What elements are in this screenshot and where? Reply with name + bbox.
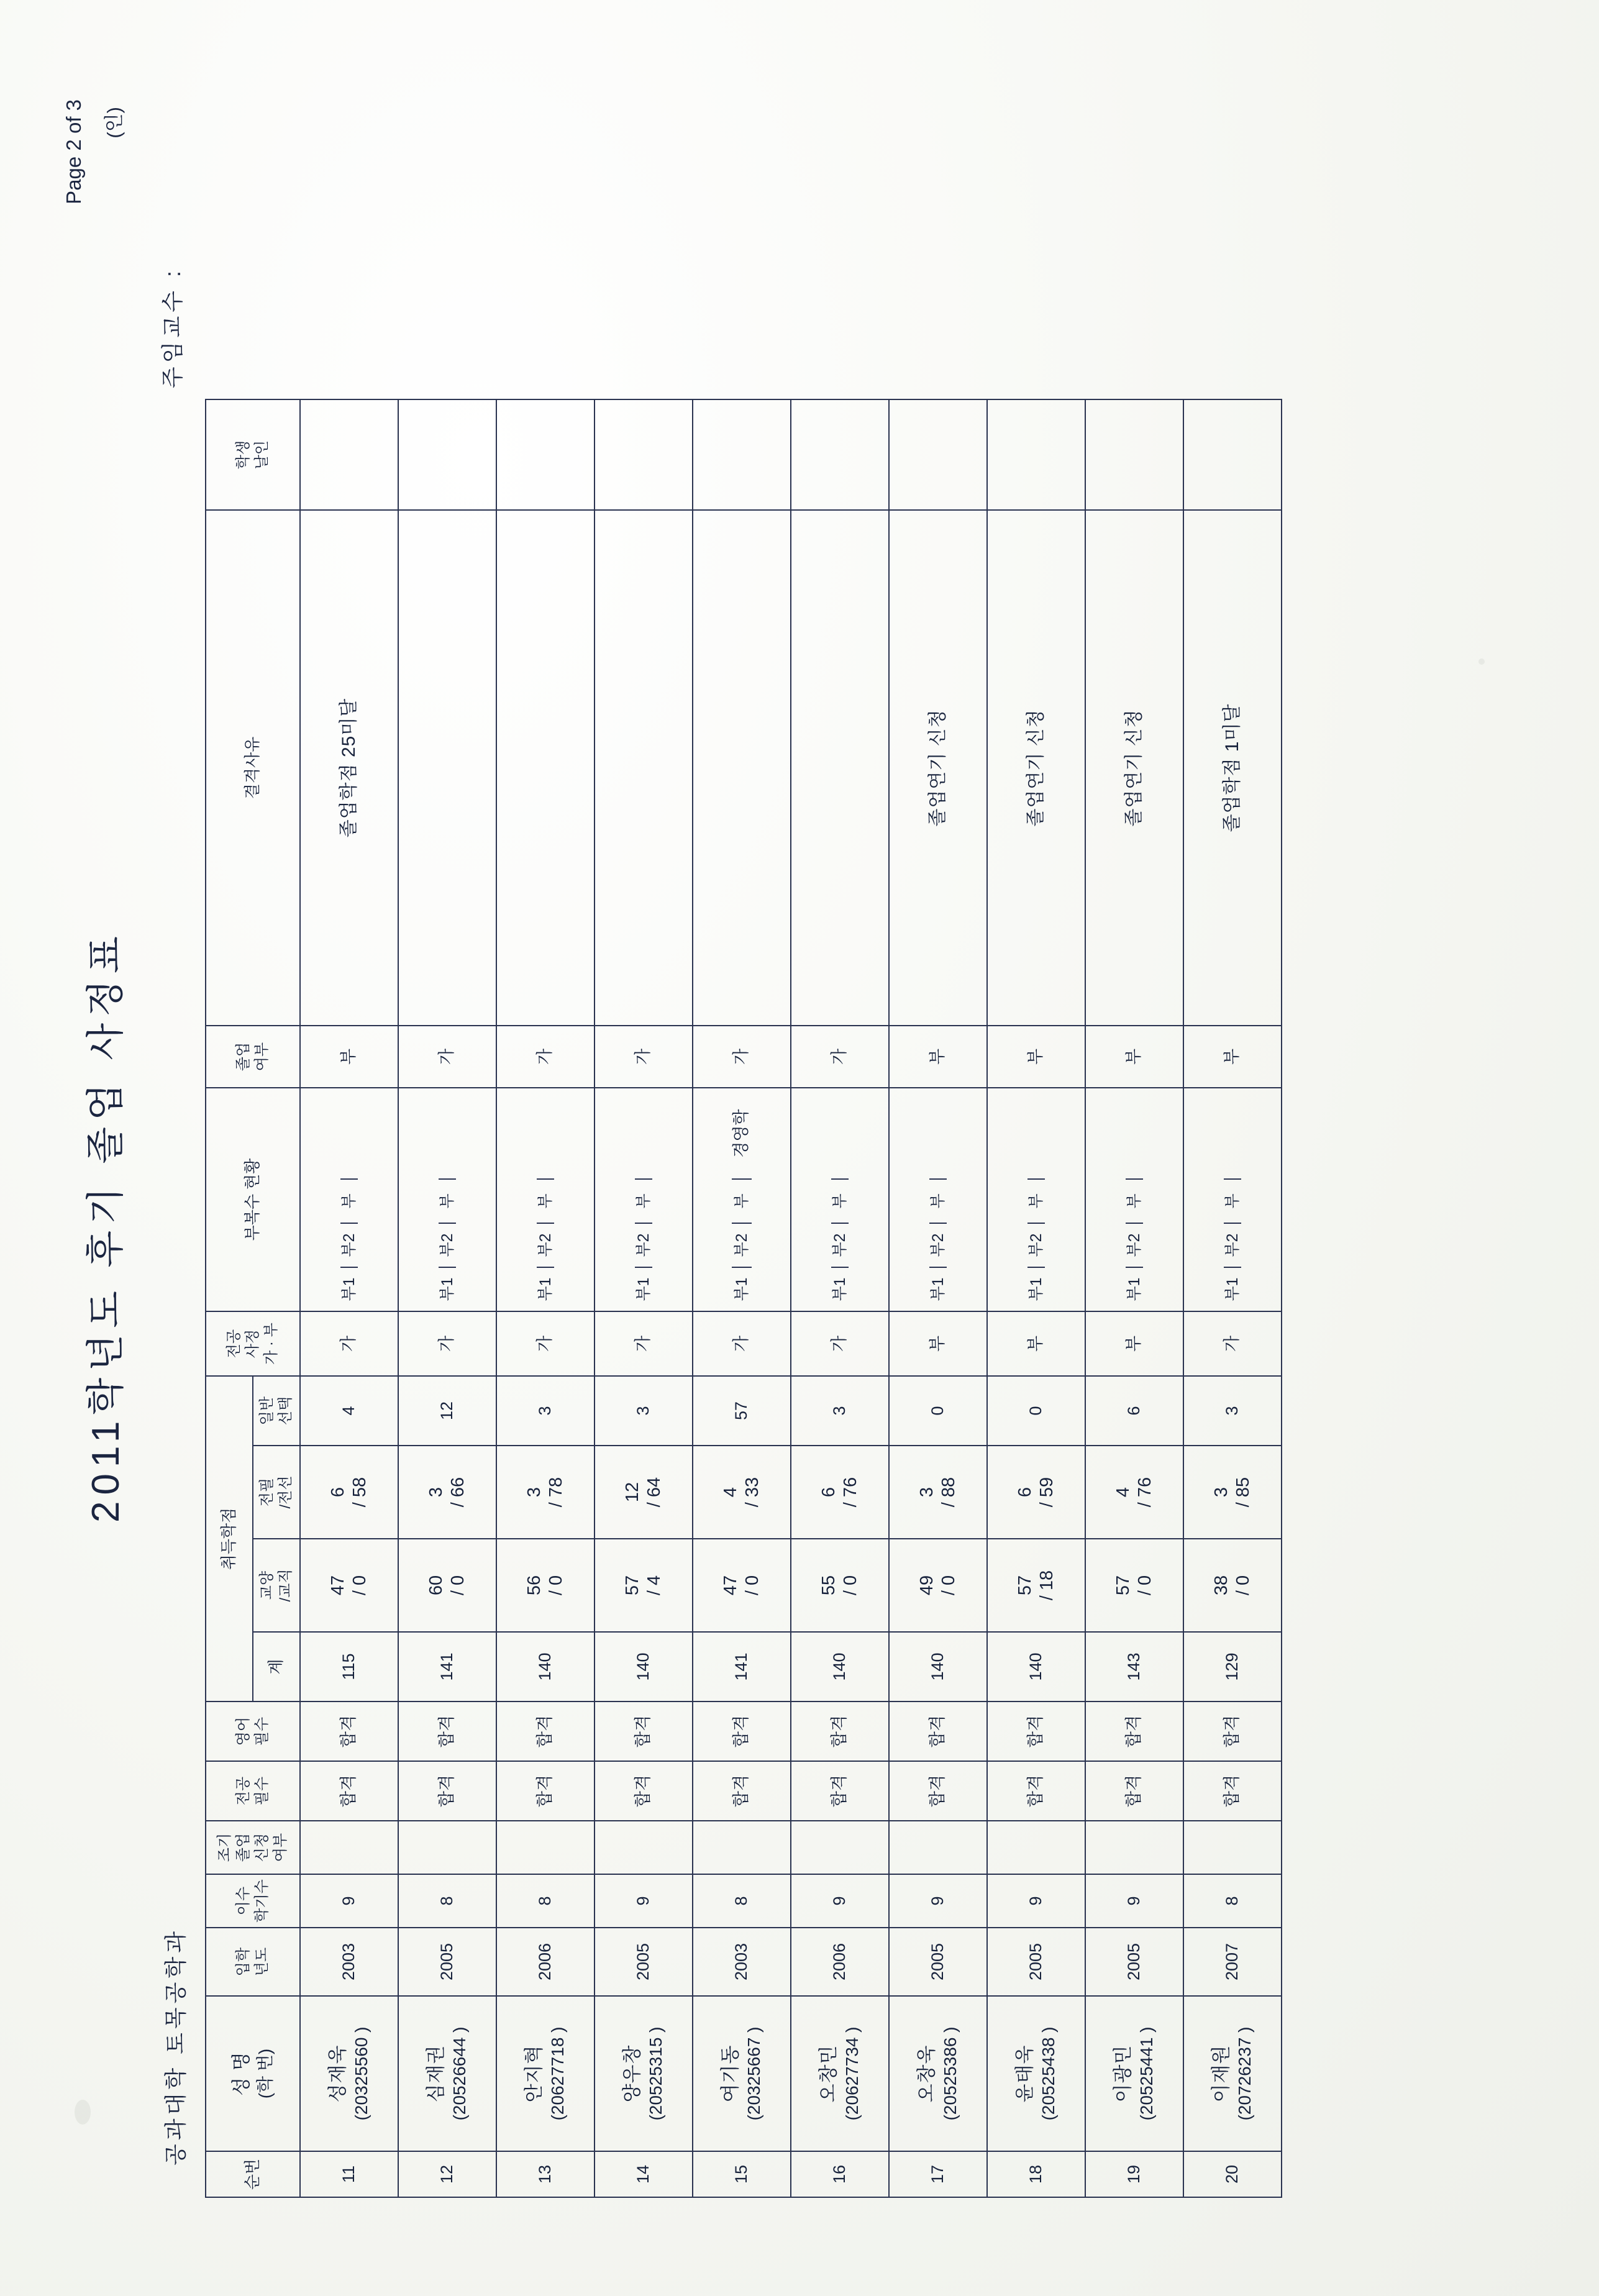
cell-credits-elective: 3 bbox=[1183, 1376, 1282, 1446]
th-name bbox=[206, 1996, 300, 2151]
cell-seal bbox=[1085, 399, 1183, 510]
cell-transfer: 부 bbox=[889, 1311, 987, 1376]
cell-lang-required: 합격 bbox=[300, 1702, 398, 1761]
cell-credits-elective: 57 bbox=[693, 1376, 791, 1446]
cell-credits-major: 3 / 78 bbox=[496, 1446, 594, 1539]
cell-early bbox=[594, 1821, 693, 1874]
cell-major-required: 합격 bbox=[300, 1761, 398, 1821]
cell-early bbox=[693, 1821, 791, 1874]
unit-label: (인) bbox=[103, 107, 125, 139]
cell-credits-total: 140 bbox=[594, 1632, 693, 1702]
student-id: (20525441 ) bbox=[1136, 2026, 1156, 2121]
cell-name bbox=[987, 1996, 1085, 2151]
cell-credits-total: 140 bbox=[889, 1632, 987, 1702]
cell-major-required: 합격 bbox=[987, 1761, 1085, 1821]
cell-double-major: 부1 부2 부 bbox=[987, 1088, 1085, 1311]
cell-lang-required: 합격 bbox=[1183, 1702, 1282, 1761]
cell-name bbox=[496, 1996, 594, 2151]
student-name: 여기동 bbox=[719, 2044, 742, 2103]
cell-credits-liberal: 49 / 0 bbox=[889, 1539, 987, 1632]
cell-no: 13 bbox=[496, 2151, 594, 2197]
cell-early bbox=[1085, 1821, 1183, 1874]
cell-double-major: 부1 부2 부 bbox=[594, 1088, 693, 1311]
cell-name bbox=[889, 1996, 987, 2151]
cell-transfer: 부 bbox=[1085, 1311, 1183, 1376]
cell-year: 2005 bbox=[594, 1928, 693, 1996]
cell-lang-required: 합격 bbox=[693, 1702, 791, 1761]
cell-credits-liberal: 47 / 0 bbox=[693, 1539, 791, 1632]
cell-no: 14 bbox=[594, 2151, 693, 2197]
cell-credits-elective: 4 bbox=[300, 1376, 398, 1446]
cell-double-major: 부1 부2 부 bbox=[791, 1088, 889, 1311]
table-row bbox=[398, 399, 496, 2197]
cell-credits-elective: 3 bbox=[496, 1376, 594, 1446]
cell-credits-elective: 3 bbox=[594, 1376, 693, 1446]
cell-name bbox=[398, 1996, 496, 2151]
cell-credits-total: 140 bbox=[791, 1632, 889, 1702]
table-row bbox=[1085, 399, 1183, 2197]
cell-reason: 졸업학점 1미달 bbox=[1183, 510, 1282, 1026]
th-early-graduation: 조기 졸업 신청 여부 bbox=[206, 1821, 300, 1874]
cell-no: 20 bbox=[1183, 2151, 1282, 2197]
cell-graduation: 가 bbox=[398, 1026, 496, 1088]
cell-graduation: 부 bbox=[889, 1026, 987, 1088]
cell-double-major: 부1 부2 부 bbox=[300, 1088, 398, 1311]
student-name: 오창욱 bbox=[916, 2044, 938, 2103]
cell-seal bbox=[496, 399, 594, 510]
cell-graduation: 부 bbox=[300, 1026, 398, 1088]
th-lang-required: 영어 필수 bbox=[206, 1702, 300, 1761]
cell-semesters: 9 bbox=[791, 1874, 889, 1928]
cell-graduation: 가 bbox=[496, 1026, 594, 1088]
cell-reason bbox=[693, 510, 791, 1026]
page-number-label: Page 2 of 3 bbox=[62, 99, 85, 204]
cell-credits-major: 4 / 76 bbox=[1085, 1446, 1183, 1539]
cell-name bbox=[594, 1996, 693, 2151]
cell-credits-major: 6 / 76 bbox=[791, 1446, 889, 1539]
cell-reason: 졸업학점 25미달 bbox=[300, 510, 398, 1026]
student-id: (20525386 ) bbox=[940, 2026, 960, 2121]
student-name: 윤태욱 bbox=[1014, 2044, 1036, 2103]
cell-major-required: 합격 bbox=[693, 1761, 791, 1821]
page-title: 2011학년도 후기 졸업 사정표 bbox=[84, 930, 127, 1523]
cell-graduation: 부 bbox=[987, 1026, 1085, 1088]
table-row bbox=[889, 399, 987, 2197]
cell-lang-required: 합격 bbox=[594, 1702, 693, 1761]
cell-credits-liberal: 57 / 4 bbox=[594, 1539, 693, 1632]
th-name-line1: 성 명 bbox=[230, 2051, 253, 2096]
cell-name bbox=[1183, 1996, 1282, 2151]
th-name-line2: (학 번) bbox=[255, 2048, 275, 2099]
table-row bbox=[693, 399, 791, 2197]
cell-lang-required: 합격 bbox=[496, 1702, 594, 1761]
student-id: (20325560 ) bbox=[351, 2026, 371, 2121]
cell-semesters: 8 bbox=[693, 1874, 791, 1928]
cell-credits-liberal: 57 / 18 bbox=[987, 1539, 1085, 1632]
cell-transfer: 가 bbox=[693, 1311, 791, 1376]
cell-lang-required: 합격 bbox=[398, 1702, 496, 1761]
th-no: 순번 bbox=[206, 2151, 300, 2197]
cell-reason: 졸업연기 신청 bbox=[889, 510, 987, 1026]
cell-transfer: 가 bbox=[1183, 1311, 1282, 1376]
cell-seal bbox=[791, 399, 889, 510]
student-id: (20627718 ) bbox=[547, 2026, 567, 2121]
cell-credits-major: 3 / 66 bbox=[398, 1446, 496, 1539]
cell-lang-required: 합격 bbox=[889, 1702, 987, 1761]
cell-graduation: 가 bbox=[791, 1026, 889, 1088]
student-name: 이광민 bbox=[1112, 2044, 1134, 2103]
cell-credits-major: 6 / 58 bbox=[300, 1446, 398, 1539]
cell-seal bbox=[1183, 399, 1282, 510]
cell-year: 2005 bbox=[1085, 1928, 1183, 1996]
cell-semesters: 9 bbox=[300, 1874, 398, 1928]
cell-major-required: 합격 bbox=[889, 1761, 987, 1821]
cell-major-required: 합격 bbox=[791, 1761, 889, 1821]
cell-no: 19 bbox=[1085, 2151, 1183, 2197]
cell-no: 11 bbox=[300, 2151, 398, 2197]
cell-major-required: 합격 bbox=[496, 1761, 594, 1821]
cell-transfer: 가 bbox=[398, 1311, 496, 1376]
student-name: 양우창 bbox=[621, 2044, 644, 2103]
cell-double-major: 부1 부2 부 bbox=[889, 1088, 987, 1311]
cell-graduation: 가 bbox=[693, 1026, 791, 1088]
cell-no: 18 bbox=[987, 2151, 1085, 2197]
cell-semesters: 8 bbox=[496, 1874, 594, 1928]
cell-name bbox=[791, 1996, 889, 2151]
cell-semesters: 8 bbox=[1183, 1874, 1282, 1928]
cell-credits-total: 140 bbox=[496, 1632, 594, 1702]
student-id: (20525438 ) bbox=[1038, 2026, 1058, 2121]
cell-name bbox=[693, 1996, 791, 2151]
cell-no: 17 bbox=[889, 2151, 987, 2197]
th-admission-year: 입학 년도 bbox=[206, 1928, 300, 1996]
cell-semesters: 9 bbox=[1085, 1874, 1183, 1928]
student-name: 심재권 bbox=[425, 2044, 447, 2103]
cell-credits-total: 115 bbox=[300, 1632, 398, 1702]
table-row bbox=[300, 399, 398, 2197]
th-graduation-result: 졸업 여부 bbox=[206, 1026, 300, 1088]
graduation-review-table bbox=[205, 399, 1282, 2198]
cell-credits-elective: 0 bbox=[889, 1376, 987, 1446]
student-id: (20627734 ) bbox=[842, 2026, 862, 2121]
cell-credits-major: 3 / 88 bbox=[889, 1446, 987, 1539]
cell-graduation: 가 bbox=[594, 1026, 693, 1088]
cell-major-required: 합격 bbox=[1085, 1761, 1183, 1821]
cell-credits-liberal: 60 / 0 bbox=[398, 1539, 496, 1632]
cell-double-major: 부1 부2 부 bbox=[398, 1088, 496, 1311]
cell-credits-major: 4 / 33 bbox=[693, 1446, 791, 1539]
th-credits-elective: 일반 선택 bbox=[253, 1376, 300, 1446]
cell-year: 2005 bbox=[889, 1928, 987, 1996]
cell-credits-total: 141 bbox=[693, 1632, 791, 1702]
cell-semesters: 9 bbox=[594, 1874, 693, 1928]
cell-major-required: 합격 bbox=[1183, 1761, 1282, 1821]
professor-label: 주임교수 : bbox=[160, 267, 185, 389]
cell-early bbox=[1183, 1821, 1282, 1874]
th-credits-liberal: 교양 /교직 bbox=[253, 1539, 300, 1632]
cell-credits-liberal: 57 / 0 bbox=[1085, 1539, 1183, 1632]
cell-reason: 졸업연기 신청 bbox=[1085, 510, 1183, 1026]
cell-credits-major: 6 / 59 bbox=[987, 1446, 1085, 1539]
cell-lang-required: 합격 bbox=[1085, 1702, 1183, 1761]
cell-reason: 졸업연기 신청 bbox=[987, 510, 1085, 1026]
cell-year: 2005 bbox=[398, 1928, 496, 1996]
cell-year: 2003 bbox=[693, 1928, 791, 1996]
cell-seal bbox=[987, 399, 1085, 510]
cell-credits-elective: 3 bbox=[791, 1376, 889, 1446]
cell-semesters: 8 bbox=[398, 1874, 496, 1928]
cell-major-required: 합격 bbox=[398, 1761, 496, 1821]
cell-lang-required: 합격 bbox=[987, 1702, 1085, 1761]
th-credits-total: 계 bbox=[253, 1632, 300, 1702]
cell-semesters: 9 bbox=[889, 1874, 987, 1928]
cell-graduation: 부 bbox=[1183, 1026, 1282, 1088]
cell-early bbox=[398, 1821, 496, 1874]
cell-credits-liberal: 47 / 0 bbox=[300, 1539, 398, 1632]
student-name: 이재원 bbox=[1210, 2044, 1232, 2103]
cell-year: 2003 bbox=[300, 1928, 398, 1996]
th-reason: 결격사유 bbox=[206, 510, 300, 1026]
student-name: 오창민 bbox=[818, 2044, 840, 2103]
table-body bbox=[300, 399, 1282, 2197]
cell-seal bbox=[889, 399, 987, 510]
cell-double-major: 부1 부2 부 bbox=[496, 1088, 594, 1311]
cell-reason bbox=[791, 510, 889, 1026]
th-major-required: 전공 필수 bbox=[206, 1761, 300, 1821]
cell-seal bbox=[693, 399, 791, 510]
student-id: (20525315 ) bbox=[645, 2026, 665, 2121]
cell-credits-liberal: 55 / 0 bbox=[791, 1539, 889, 1632]
cell-credits-major: 12 / 64 bbox=[594, 1446, 693, 1539]
cell-early bbox=[791, 1821, 889, 1874]
student-id: (20526644 ) bbox=[449, 2026, 469, 2121]
cell-credits-elective: 6 bbox=[1085, 1376, 1183, 1446]
cell-credits-total: 129 bbox=[1183, 1632, 1282, 1702]
th-credits-group: 취득학점 bbox=[206, 1376, 253, 1702]
cell-credits-total: 143 bbox=[1085, 1632, 1183, 1702]
cell-early bbox=[496, 1821, 594, 1874]
cell-name bbox=[300, 1996, 398, 2151]
student-id: (20726237 ) bbox=[1234, 2026, 1254, 2121]
cell-reason bbox=[496, 510, 594, 1026]
cell-year: 2007 bbox=[1183, 1928, 1282, 1996]
cell-seal bbox=[594, 399, 693, 510]
cell-double-major: 부1 부2 부 경영학 bbox=[693, 1088, 791, 1311]
table-row bbox=[496, 399, 594, 2197]
cell-transfer: 가 bbox=[594, 1311, 693, 1376]
th-credits-major: 전필 /전선 bbox=[253, 1446, 300, 1539]
cell-transfer: 부 bbox=[987, 1311, 1085, 1376]
cell-credits-elective: 12 bbox=[398, 1376, 496, 1446]
cell-name bbox=[1085, 1996, 1183, 2151]
cell-credits-total: 140 bbox=[987, 1632, 1085, 1702]
cell-double-major: 부1 부2 부 bbox=[1085, 1088, 1183, 1311]
table-row bbox=[987, 399, 1085, 2197]
cell-credits-major: 3 / 85 bbox=[1183, 1446, 1282, 1539]
student-name: 성재욱 bbox=[327, 2044, 349, 2103]
cell-transfer: 가 bbox=[300, 1311, 398, 1376]
table-row bbox=[791, 399, 889, 2197]
cell-credits-total: 141 bbox=[398, 1632, 496, 1702]
cell-credits-elective: 0 bbox=[987, 1376, 1085, 1446]
cell-major-required: 합격 bbox=[594, 1761, 693, 1821]
cell-early bbox=[987, 1821, 1085, 1874]
cell-double-major: 부1 부2 부 bbox=[1183, 1088, 1282, 1311]
cell-no: 16 bbox=[791, 2151, 889, 2197]
table-row bbox=[594, 399, 693, 2197]
cell-year: 2006 bbox=[496, 1928, 594, 1996]
cell-reason bbox=[398, 510, 496, 1026]
cell-transfer: 가 bbox=[791, 1311, 889, 1376]
th-student-seal: 학생 날인 bbox=[206, 399, 300, 510]
cell-year: 2006 bbox=[791, 1928, 889, 1996]
cell-lang-required: 합격 bbox=[791, 1702, 889, 1761]
table-row bbox=[1183, 399, 1282, 2197]
th-transfer-decision: 전공 사정 가 · 부 bbox=[206, 1311, 300, 1376]
cell-graduation: 부 bbox=[1085, 1026, 1183, 1088]
department-label: 공과대학 토목공학과 bbox=[163, 1928, 188, 2166]
cell-transfer: 가 bbox=[496, 1311, 594, 1376]
student-id: (20325667 ) bbox=[744, 2026, 763, 2121]
cell-year: 2005 bbox=[987, 1928, 1085, 1996]
cell-seal bbox=[300, 399, 398, 510]
cell-seal bbox=[398, 399, 496, 510]
th-semesters: 이수 학기수 bbox=[206, 1874, 300, 1928]
cell-credits-liberal: 38 / 0 bbox=[1183, 1539, 1282, 1632]
student-name: 안지혁 bbox=[523, 2044, 545, 2103]
th-double-major: 부복수 현황 bbox=[206, 1088, 300, 1311]
cell-no: 12 bbox=[398, 2151, 496, 2197]
cell-semesters: 9 bbox=[987, 1874, 1085, 1928]
cell-credits-liberal: 56 / 0 bbox=[496, 1539, 594, 1632]
cell-early bbox=[889, 1821, 987, 1874]
cell-no: 15 bbox=[693, 2151, 791, 2197]
cell-reason bbox=[594, 510, 693, 1026]
cell-early bbox=[300, 1821, 398, 1874]
